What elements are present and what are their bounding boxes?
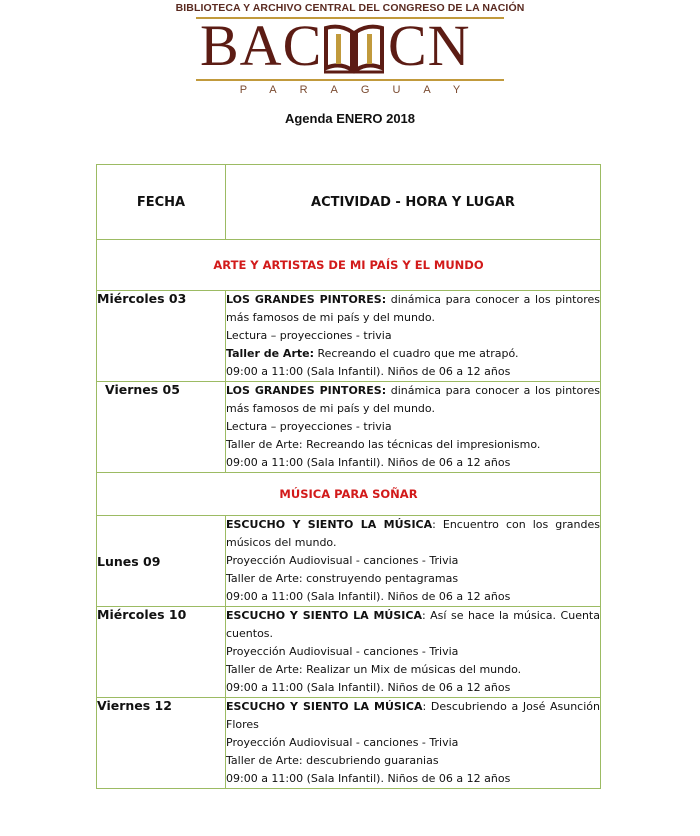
agenda-title: Agenda ENERO 2018 — [284, 111, 416, 126]
activity-workshop: Taller de Arte: construyendo pentagramas — [226, 572, 459, 585]
activity-lead — [226, 516, 600, 552]
activity-lead-text: : Así se hace la música. Cuenta cuentos. — [226, 609, 600, 640]
row-date: Lunes 09 — [97, 516, 226, 607]
activity-schedule: 09:00 a 11:00 (Sala Infantil). Niños de 06 a 12 años — [226, 365, 511, 378]
activity-lead-bold: ESCUCHO Y SIENTO LA MÚSICA — [226, 700, 423, 713]
activity-line: Proyección Audiovisual - canciones - Trivia — [226, 736, 459, 749]
workshop-text: Recreando el cuadro que me atrapó. — [313, 347, 519, 360]
activity-workshop: Taller de Arte: Realizar un Mix de músicas del mundo. — [226, 663, 522, 676]
activity-line: Proyección Audiovisual - canciones - Trivia — [226, 554, 459, 567]
column-header-date: FECHA — [97, 165, 226, 240]
agenda-table — [96, 164, 601, 789]
activity-lead-bold: LOS GRANDES PINTORES: — [226, 384, 387, 397]
table-row — [97, 516, 601, 607]
section-row — [97, 473, 601, 516]
row-activity — [226, 607, 601, 698]
row-date: Miércoles 03 — [97, 291, 226, 382]
column-header-activity: ACTIVIDAD - HORA Y LUGAR — [226, 165, 601, 240]
logo-text-left: BAC — [200, 13, 323, 78]
table-row — [97, 607, 601, 698]
activity-lead-text: : Encuentro con los grandes músicos del mundo. — [226, 518, 600, 549]
activity-lead-bold: LOS GRANDES PINTORES: — [226, 293, 387, 306]
workshop-bold: Taller de Arte: — [226, 347, 314, 360]
table-row — [97, 291, 601, 382]
activity-lead-bold: ESCUCHO Y SIENTO LA MÚSICA — [226, 609, 422, 622]
activity-schedule: 09:00 a 11:00 (Sala Infantil). Niños de 06 a 12 años — [226, 456, 511, 469]
letterhead — [0, 0, 700, 130]
row-activity — [226, 382, 601, 473]
table-row — [97, 698, 601, 789]
activity-lead-text: dinámica para conocer a los pintores más famosos de mi país y del mundo. — [226, 384, 601, 415]
institution-name: BIBLIOTECA Y ARCHIVO CENTRAL DEL CONGRESO DE LA NACIÓN — [175, 2, 525, 14]
row-activity — [226, 291, 601, 382]
activity-line: Lectura – proyecciones - trivia — [226, 420, 392, 433]
activity-line: Lectura – proyecciones - trivia — [226, 329, 392, 342]
activity-schedule: 09:00 a 11:00 (Sala Infantil). Niños de 06 a 12 años — [226, 772, 511, 785]
activity-lead-text: dinámica para conocer a los pintores más famosos de mi país y del mundo. — [226, 293, 601, 324]
activity-workshop: Taller de Arte: descubriendo guaranias — [226, 754, 439, 767]
section-title: MÚSICA PARA SOÑAR — [97, 473, 601, 516]
row-activity — [226, 516, 601, 607]
open-book-icon — [322, 24, 386, 76]
activity-schedule: 09:00 a 11:00 (Sala Infantil). Niños de 06 a 12 años — [226, 590, 511, 603]
activity-lead-bold: ESCUCHO Y SIENTO LA MÚSICA — [226, 518, 433, 531]
activity-lead — [226, 607, 600, 643]
activity-schedule: 09:00 a 11:00 (Sala Infantil). Niños de 06 a 12 años — [226, 681, 511, 694]
logo-bottom-rule — [196, 79, 504, 81]
activity-workshop — [226, 345, 600, 363]
row-date: Viernes 12 — [97, 698, 226, 789]
section-row — [97, 240, 601, 291]
section-title: ARTE Y ARTISTAS DE MI PAÍS Y EL MUNDO — [97, 240, 601, 291]
activity-lead — [226, 291, 600, 327]
country-label: PARAGUAY — [239, 84, 484, 96]
activity-workshop: Taller de Arte: Recreando las técnicas del impresionismo. — [226, 438, 541, 451]
activity-lead-text: : Descubriendo a José Asunción Flores — [226, 700, 600, 731]
activity-lead — [226, 698, 600, 734]
activity-line: Proyección Audiovisual - canciones - Trivia — [226, 645, 459, 658]
logo-text-right: CN — [388, 13, 471, 78]
table-header-row — [97, 165, 601, 240]
row-date: Miércoles 10 — [97, 607, 226, 698]
row-date: Viernes 05 — [97, 382, 226, 473]
activity-lead — [226, 382, 600, 418]
row-activity — [226, 698, 601, 789]
table-row — [97, 382, 601, 473]
